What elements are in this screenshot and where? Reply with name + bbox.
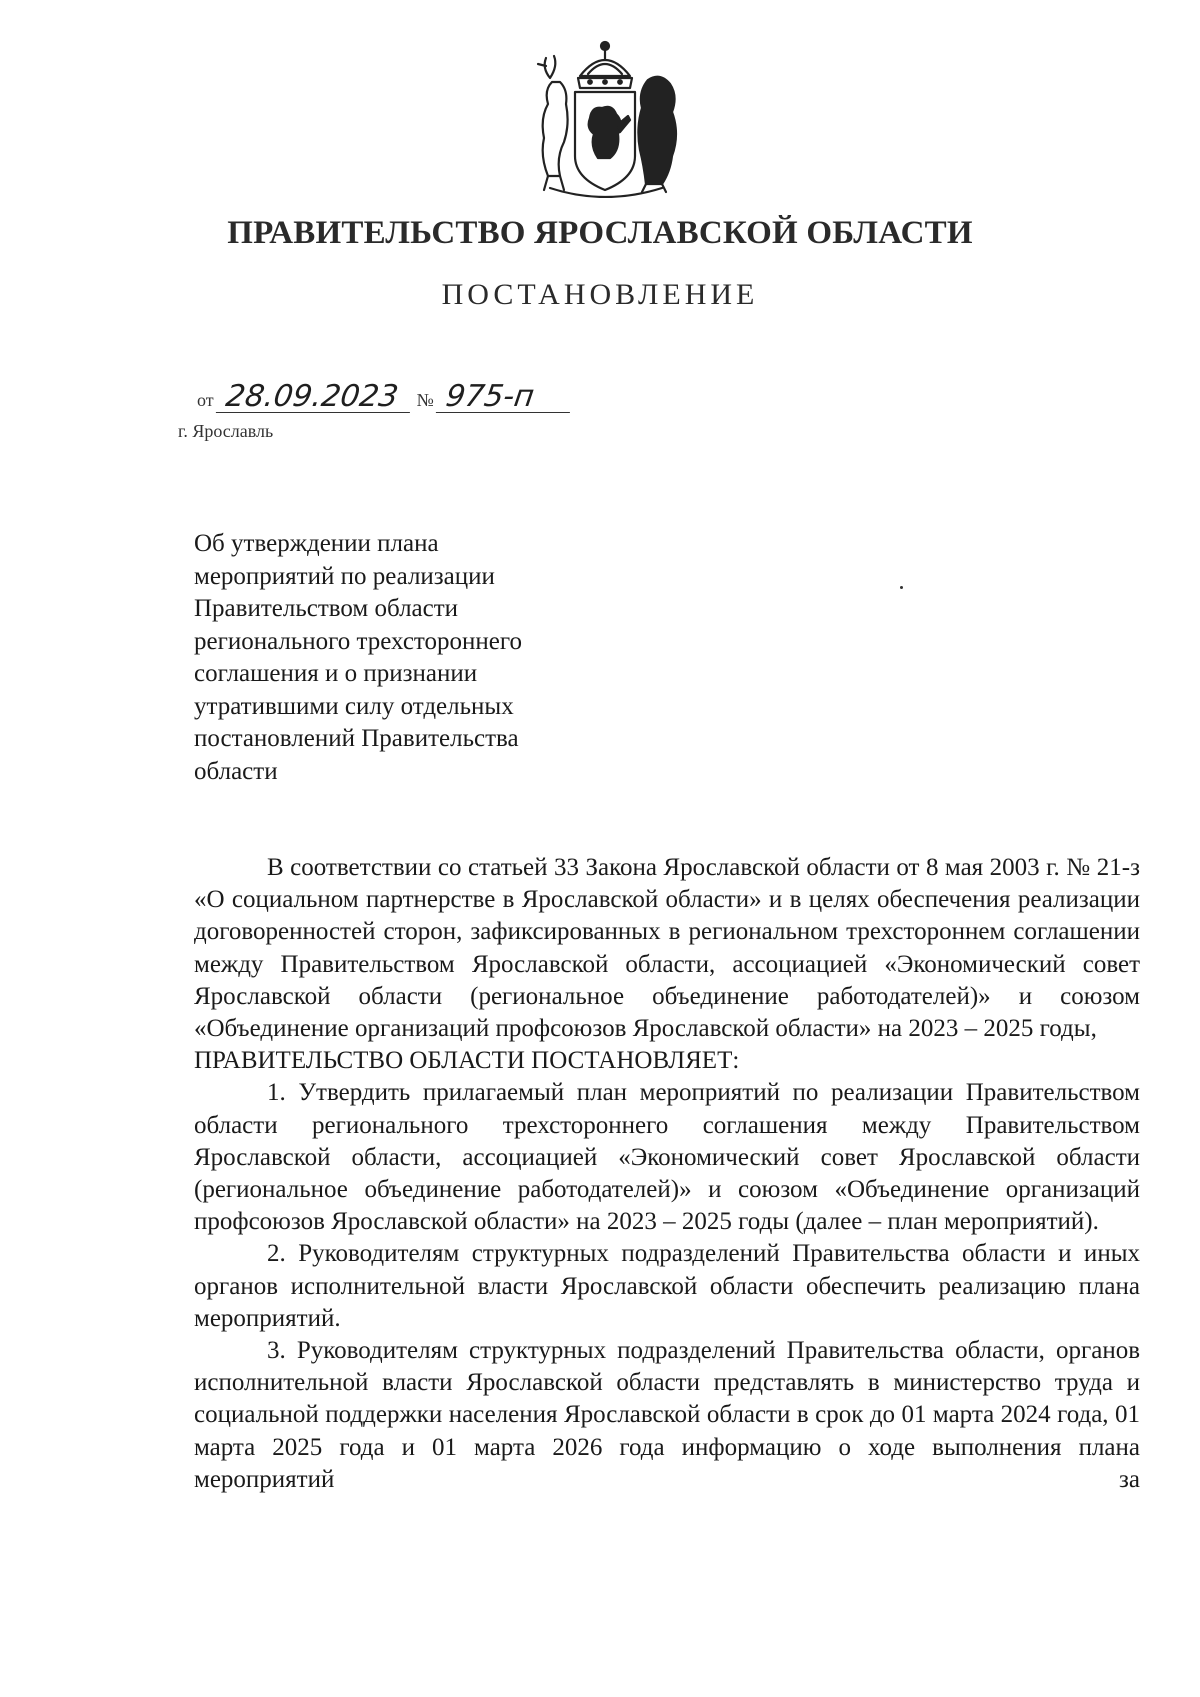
subject-line: Правительством области — [194, 595, 459, 622]
item-2-paragraph: 2. Руководителям структурных подразделений Правительства области и иных органов исполнительной власти Ярославской области обеспечить реализацию плана мероприятий. — [194, 1240, 1140, 1332]
subject-line: утратившими силу отдельных — [194, 692, 514, 720]
city-label: г. Ярославль — [178, 421, 274, 441]
government-title: ПРАВИТЕЛЬСТВО ЯРОСЛАВСКОЙ ОБЛАСТИ — [227, 215, 973, 251]
item-3-paragraph: 3. Руководителям структурных подразделений Правительства области, органов исполнительной власти Ярославской области представлять в министерство труда и социальной поддержки населения Ярославской области в срок до 01 марта 2024 года, 01 марта 2025 года и 01 марта 2026 года информацию о ходе выполнения плана мероприятий за — [194, 1337, 1140, 1493]
handwritten-number: 975-п — [436, 382, 574, 413]
subject-line: соглашения и о признании — [194, 660, 478, 687]
subject-line: регионального трехстороннего — [194, 627, 523, 655]
date-number-line — [197, 379, 572, 414]
document-body — [194, 852, 1140, 1496]
coat-of-arms-emblem — [520, 38, 690, 198]
item-1-paragraph: 1. Утвердить прилагаемый план мероприятий по реализации Правительством области регионального трехстороннего соглашения между Правительством Ярославской области, ассоциацией «Экономический совет Ярославской области (региональное объединение работодателей)» и союзом «Объединение организаций профсоюзов Ярославской области» на 2023 – 2025 годы (далее – план мероприятий). — [194, 1079, 1140, 1236]
date-prefix: от — [197, 390, 214, 410]
resolves-heading: ПРАВИТЕЛЬСТВО ОБЛАСТИ ПОСТАНОВЛЯЕТ: — [194, 1047, 740, 1075]
document-subject — [194, 528, 614, 788]
handwritten-date: 28.09.2023 — [216, 382, 414, 413]
subject-line: области — [194, 757, 278, 785]
number-prefix: № — [416, 390, 434, 410]
subject-line: Об утверждении плана — [194, 530, 439, 557]
subject-line: постановлений Правительства — [194, 725, 519, 752]
scan-dot — [900, 586, 903, 589]
subject-line: мероприятий по реализации — [194, 562, 495, 590]
preamble-paragraph: В соответствии со статьей 33 Закона Ярославской области от 8 мая 2003 г. № 21-з «О социальном партнерстве в Ярославской области» и в целях обеспечения реализации договоренностей сторон, зафиксированных в региональном трехстороннем соглашении между Правительством Ярославской области, ассоциацией «Экономический совет Ярославской области (региональное объединение работодателей)» и союзом «Объединение организаций профсоюзов Ярославской области» на 2023 – 2025 годы, — [194, 854, 1140, 1043]
document-type: ПОСТАНОВЛЕНИЕ — [441, 278, 759, 311]
